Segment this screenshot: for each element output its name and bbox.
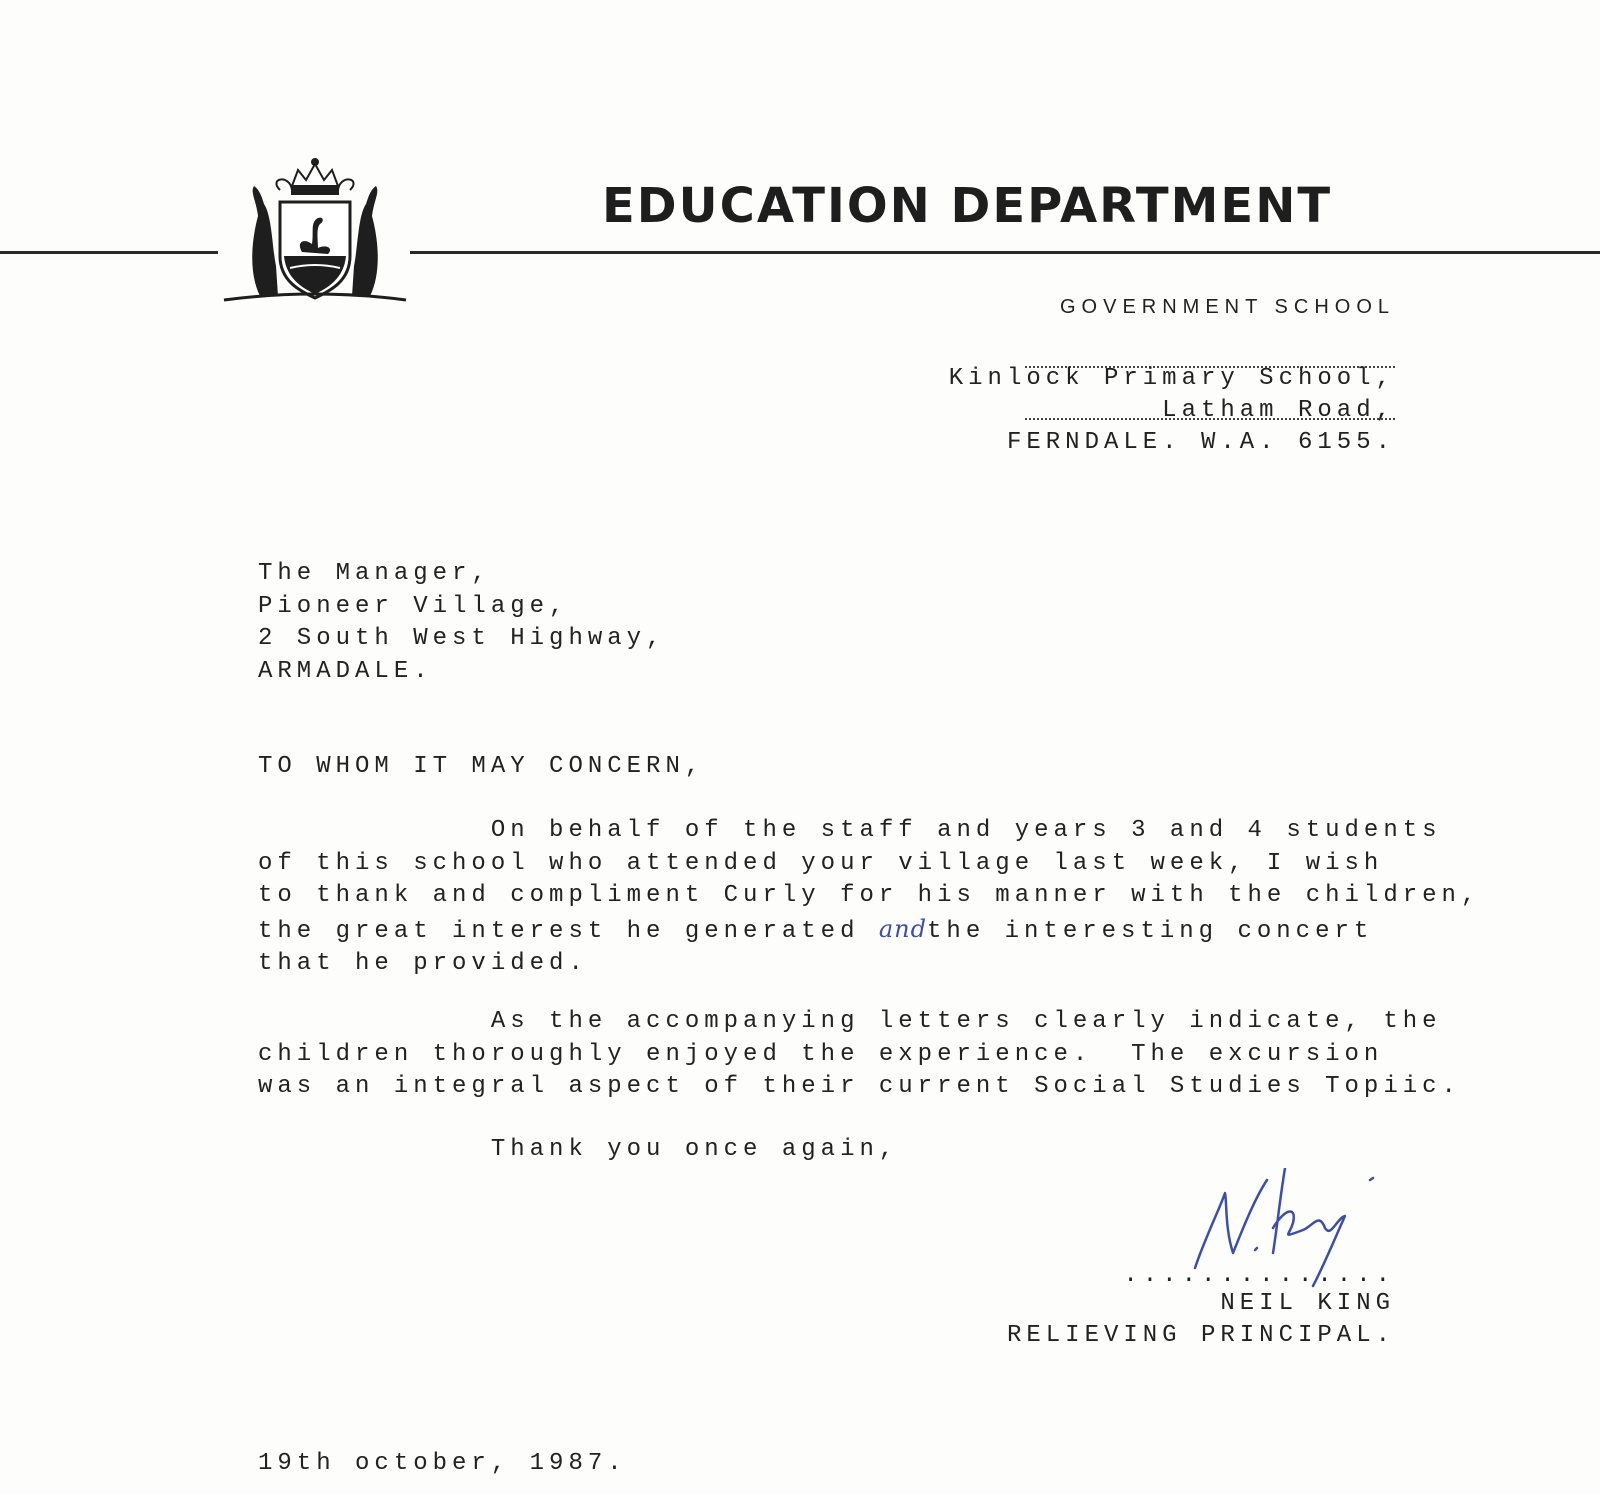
body-paragraph-1 xyxy=(258,815,1480,981)
paragraph-line: On behalf of the staff and years 3 and 4 students xyxy=(258,817,1442,844)
paragraph-line-end: the interesting concert xyxy=(927,917,1374,945)
handwritten-insertion: and xyxy=(878,914,928,943)
signatory-name: NEIL KING xyxy=(1220,1290,1395,1317)
salutation: TO WHOM IT MAY CONCERN, xyxy=(258,753,705,780)
paragraph-line: was an integral aspect of their current Social Studies Topiic. xyxy=(258,1073,1461,1100)
recipient-line: 2 South West Highway, xyxy=(258,625,666,652)
closing-text: Thank you once again, xyxy=(258,1136,899,1163)
paragraph-line xyxy=(258,913,1480,949)
recipient-line: Pioneer Village, xyxy=(258,592,569,620)
body-paragraph-2 xyxy=(258,1006,1461,1104)
recipient-line: ARMADALE. xyxy=(258,657,433,685)
recipient-address xyxy=(258,558,665,688)
signatory-title: RELIEVING PRINCIPAL. xyxy=(1006,1322,1395,1349)
paragraph-line: that he provided. xyxy=(258,950,588,977)
school-street: Latham Road, xyxy=(1162,397,1395,424)
letter-date: 19th october, 1987. xyxy=(258,1450,627,1477)
paragraph-line: of this school who attended your village last week, I wish xyxy=(258,849,1384,877)
recipient-line: The Manager, xyxy=(258,560,491,587)
signature-dotline: .............. xyxy=(1123,1262,1395,1289)
header-rule-left xyxy=(0,251,218,254)
closing-line xyxy=(258,1134,898,1167)
school-locality: FERNDALE. W.A. 6155. xyxy=(1006,429,1395,456)
header-rule-right xyxy=(410,251,1600,254)
government-school-label: GOVERNMENT SCHOOL xyxy=(1060,296,1395,318)
paragraph-line: As the accompanying letters clearly indicate, the xyxy=(258,1008,1442,1035)
paragraph-line: children thoroughly enjoyed the experience. The excursion xyxy=(258,1040,1384,1068)
department-heading: EDUCATION DEPARTMENT xyxy=(602,178,1333,234)
paragraph-line-start: the great interest he generated xyxy=(258,917,879,945)
school-name: Kinlock Primary School, xyxy=(948,365,1395,392)
paragraph-line: to thank and compliment Curly for his manner with the children, xyxy=(258,882,1481,909)
coat-of-arms-emblem xyxy=(220,156,410,306)
